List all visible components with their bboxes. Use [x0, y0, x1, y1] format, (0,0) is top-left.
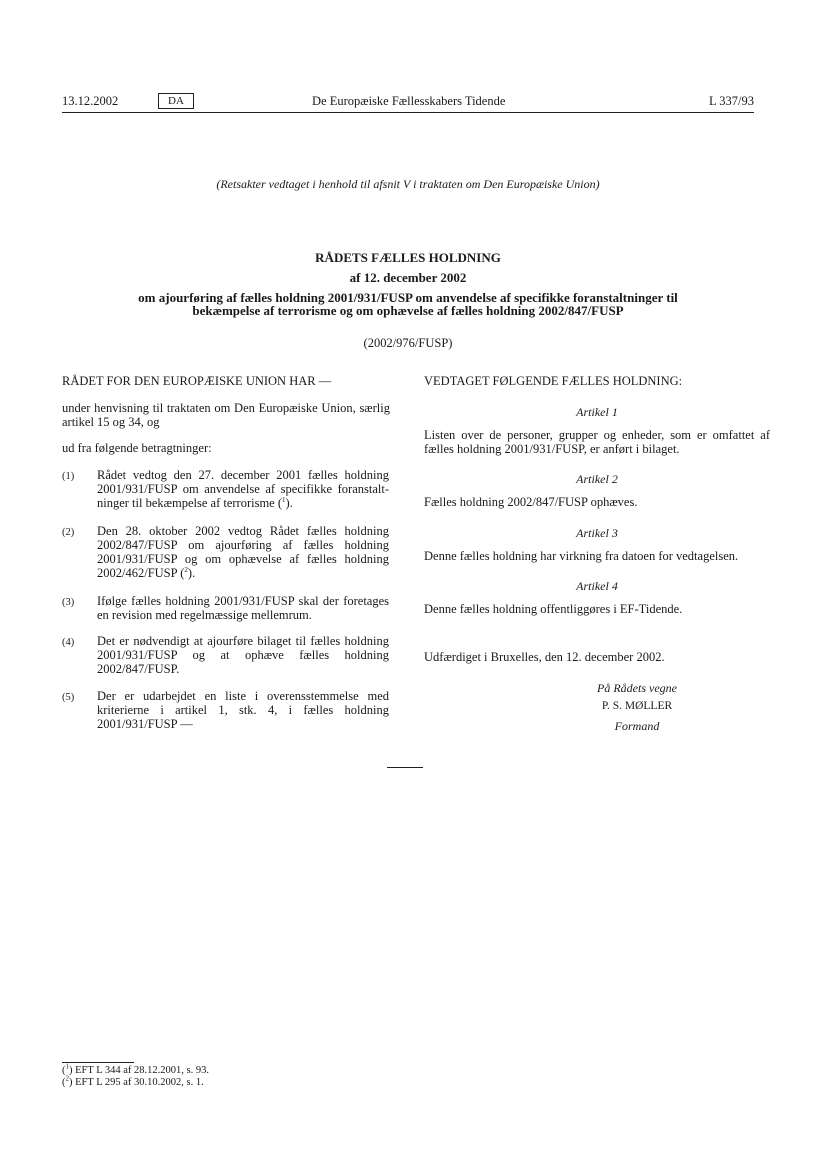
- footnote-mark: 2: [65, 1074, 69, 1083]
- article-3-text: Denne fælles holdning har virkning fra datoen for vedtagelsen.: [424, 549, 739, 563]
- adoption-intro: VEDTAGET FØLGENDE FÆLLES HOLDNING:: [424, 374, 683, 388]
- document-title: RÅDETS FÆLLES HOLDNING: [315, 250, 501, 265]
- recital-tail: ).: [285, 496, 293, 510]
- recital-1: Rådet vedtog den 27. december 2001 fælles holdning 2001/931/FUSP om anvendelse af specifikke foranstalt-ninger til bekæmpelse af terrorisme ($^1$).: [97, 468, 389, 510]
- recital-3: Ifølge fælles holdning 2001/931/FUSP skal der foretages en revision med regelmæssige mellemrum.: [97, 594, 389, 622]
- document-subject-line2: bekæmpelse af terrorisme og om ophævelse af fælles holdning 2002/847/FUSP: [192, 303, 624, 318]
- recital-5: Der er udarbejdet en liste i overensstemmelse med kriterierne i artikel 1, stk. 4, i fælles holdning 2001/931/FUSP —: [97, 689, 389, 731]
- page-reference: L 337/93: [708, 94, 754, 108]
- journal-title: De Europæiske Fællesskabers Tidende: [312, 94, 506, 108]
- document-date: af 12. december 2002: [349, 270, 467, 285]
- end-separator: [387, 767, 423, 768]
- recital-text: Den 28. oktober 2002 vedtog Rådet fælles holdning 2002/847/FUSP om ajourføring af fælles holdning 2001/931/FUSP og om ophævelse af fælles holdning 2002/462/FUSP: [97, 524, 389, 580]
- done-at: Udfærdiget i Bruxelles, den 12. december 2002.: [424, 650, 665, 664]
- signature-role: Formand: [614, 719, 660, 733]
- article-heading: Artikel 3: [576, 526, 618, 540]
- footnote-text: EFT L 295 af 30.10.2002, s. 1.: [75, 1077, 204, 1088]
- footnote-rule: [62, 1062, 134, 1063]
- document-reference: (2002/976/FUSP): [363, 336, 453, 350]
- footnote-ref: 2: [184, 565, 188, 574]
- article-2-text: Fælles holdning 2002/847/FUSP ophæves.: [424, 495, 638, 509]
- considering-intro: ud fra følgende betragtninger:: [62, 441, 212, 455]
- preamble-intro: RÅDET FOR DEN EUROPÆISKE UNION HAR —: [62, 374, 332, 388]
- recital-number: (5): [62, 692, 75, 703]
- footnote-2: ($^2$) EFT L 295 af 30.10.2002, s. 1.: [62, 1074, 204, 1088]
- section-note: (Retsakter vedtaget i henhold til afsnit V i traktaten om Den Europæiske Union): [216, 177, 600, 191]
- legal-basis: under henvisning til traktaten om Den Europæiske Union, særlig artikel 15 og 34, og: [62, 401, 390, 429]
- article-heading: Artikel 1: [576, 405, 618, 419]
- language-badge: DA: [158, 93, 194, 109]
- header-date: 13.12.2002: [62, 94, 119, 108]
- article-1-text: Listen over de personer, grupper og enheder, som er omfattet af fælles holdning 2001/931/FUSP, er anført i bilaget.: [424, 428, 770, 456]
- recital-number: (1): [62, 471, 75, 482]
- footnote-text: EFT L 344 af 28.12.2001, s. 93.: [75, 1065, 209, 1076]
- footnote-ref: 1: [282, 495, 286, 504]
- article-heading: Artikel 2: [576, 472, 618, 486]
- signature-name: P. S. MØLLER: [601, 700, 673, 712]
- recital-number: (3): [62, 597, 75, 608]
- recital-2: Den 28. oktober 2002 vedtog Rådet fælles holdning 2002/847/FUSP om ajourføring af fælles holdning 2001/931/FUSP og om ophævelse af fælles holdning 2002/462/FUSP ($^2$).: [97, 524, 389, 580]
- footnote-mark: 1: [65, 1062, 69, 1071]
- article-heading: Artikel 4: [576, 579, 618, 593]
- header-rule: [62, 112, 754, 113]
- recital-number: (4): [62, 637, 75, 648]
- recital-text: Rådet vedtog den 27. december 2001 fælles holdning 2001/931/FUSP om anvendelse af specifikke foranstalt-ninger til bekæmpelse af terrorisme: [97, 468, 389, 510]
- recital-number: (2): [62, 527, 75, 538]
- article-4-text: Denne fælles holdning offentliggøres i EF-Tidende.: [424, 602, 683, 616]
- recital-tail: ).: [187, 566, 196, 580]
- footnote-1: ($^1$) EFT L 344 af 28.12.2001, s. 93.: [62, 1062, 209, 1076]
- document-subject-line1: om ajourføring af fælles holdning 2001/931/FUSP om anvendelse af specifikke foranstaltninger til: [138, 290, 678, 305]
- signature-behalf: På Rådets vegne: [597, 681, 677, 695]
- recital-4: Det er nødvendigt at ajourføre bilaget til fælles holdning 2001/931/FUSP og at ophæve fælles holdning 2002/847/FUSP.: [97, 634, 389, 676]
